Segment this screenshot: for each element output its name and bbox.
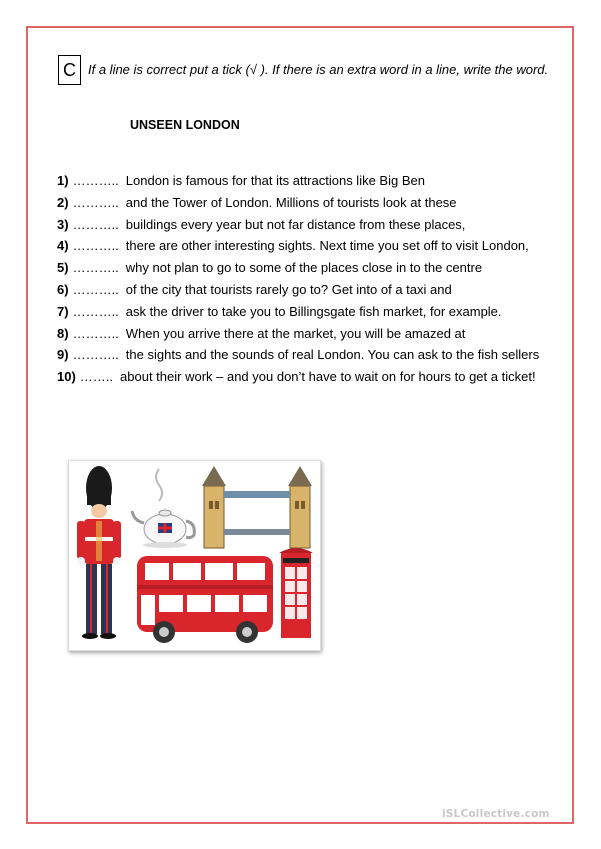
- exercise-lines: [57, 170, 539, 388]
- exercise-line: [57, 214, 539, 236]
- answer-blank[interactable]: ………..: [72, 281, 119, 297]
- exercise-instruction: If a line is correct put a tick (√ ). If there is an extra word in a line, write the word.: [88, 62, 549, 77]
- exercise-line: [57, 366, 539, 388]
- line-text: London is famous for that its attractions like Big Ben: [125, 173, 425, 188]
- line-text: the sights and the sounds of real London. You can ask to the fish sellers: [125, 347, 540, 363]
- exercise-line: [57, 192, 539, 214]
- answer-blank[interactable]: ………..: [72, 238, 119, 254]
- line-text: of the city that tourists rarely go to? Get into of a taxi and: [125, 281, 452, 297]
- answer-blank[interactable]: ………..: [72, 347, 119, 363]
- line-number: 10): [57, 369, 76, 385]
- exercise-line: [57, 323, 539, 345]
- exercise-line: [57, 344, 539, 366]
- line-number: 9): [57, 347, 69, 363]
- tower-bridge-icon: [202, 466, 312, 548]
- teapot-icon: [132, 469, 194, 548]
- line-number: 7): [57, 303, 69, 319]
- line-text: When you arrive there at the market, you will be amazed at: [125, 325, 466, 341]
- line-text: about their work – and you don’t have to wait on for hours to get a ticket!: [120, 369, 536, 385]
- exercise-title: UNSEEN LONDON: [130, 118, 240, 132]
- line-number: 2): [57, 194, 69, 210]
- answer-blank[interactable]: ………..: [72, 194, 119, 210]
- line-number: 3): [57, 216, 69, 232]
- exercise-line: [57, 301, 539, 323]
- exercise-line: [57, 279, 539, 301]
- london-illustration: [68, 460, 321, 651]
- line-text: buildings every year but not far distance from these places,: [125, 216, 466, 232]
- line-text: why not plan to go to some of the places close in to the centre: [125, 260, 483, 276]
- double-decker-bus-icon: [137, 556, 273, 643]
- answer-blank[interactable]: ………..: [72, 216, 119, 232]
- line-number: 1): [57, 173, 69, 188]
- watermark: iSLCollective.com: [442, 808, 550, 820]
- exercise-line: [57, 235, 539, 257]
- line-text: there are other interesting sights. Next time you set off to visit London,: [125, 238, 529, 254]
- answer-blank[interactable]: ………..: [72, 325, 119, 341]
- answer-blank[interactable]: ………..: [72, 303, 119, 319]
- answer-blank[interactable]: ………..: [72, 173, 119, 188]
- royal-guard-icon: [77, 466, 121, 639]
- line-number: 8): [57, 325, 69, 341]
- section-letter-box: C: [58, 55, 81, 85]
- line-number: 5): [57, 260, 69, 276]
- answer-blank[interactable]: ………..: [72, 260, 119, 276]
- line-number: 6): [57, 281, 69, 297]
- answer-blank[interactable]: ……..: [79, 369, 114, 385]
- line-text: and the Tower of London. Millions of tourists look at these: [125, 194, 457, 210]
- phone-box-icon: [279, 548, 313, 638]
- page-border: [26, 26, 574, 824]
- exercise-line: [57, 170, 539, 192]
- line-text: ask the driver to take you to Billingsgate fish market, for example.: [125, 303, 502, 319]
- line-number: 4): [57, 238, 69, 254]
- exercise-line: [57, 257, 539, 279]
